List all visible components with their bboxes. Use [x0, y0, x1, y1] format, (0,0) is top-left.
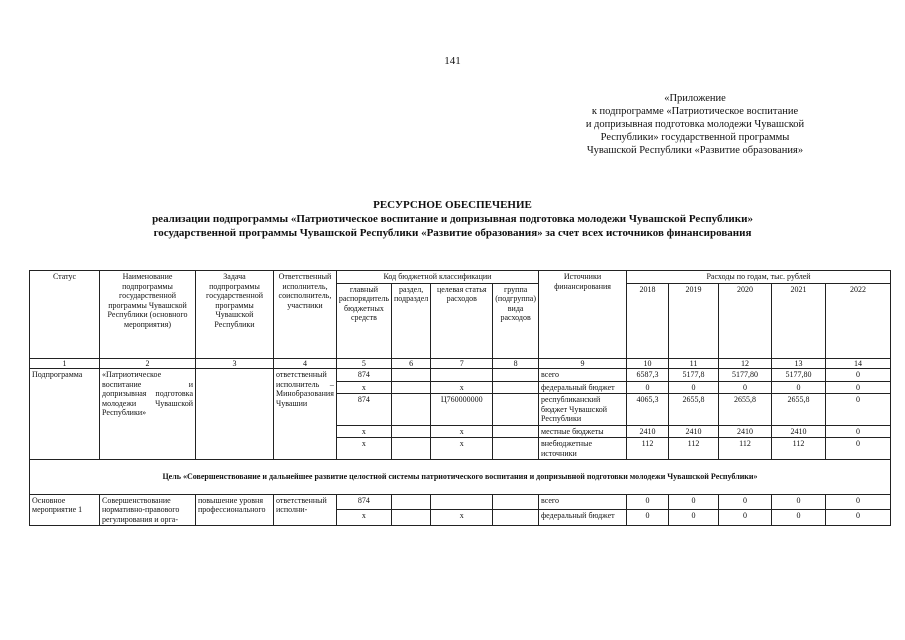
row-responsible: ответственный исполнитель – Минобразования Чувашии — [274, 369, 337, 460]
cell-value: 2410 — [719, 425, 772, 438]
page-number: 141 — [444, 55, 461, 67]
cell-grbs: 874 — [336, 494, 391, 510]
column-number: 13 — [772, 358, 826, 369]
resource-table — [29, 270, 891, 526]
cell-value: 0 — [826, 394, 891, 426]
header-year: 2018 — [627, 283, 669, 358]
cell-source: местные бюджеты — [539, 425, 627, 438]
cell-source: всего — [539, 369, 627, 382]
cell-value: 0 — [826, 494, 891, 510]
column-number: 9 — [539, 358, 627, 369]
cell-value: 0 — [719, 510, 772, 526]
cell-value: 2655,8 — [669, 394, 719, 426]
appendix-line: и допризывная подготовка молодежи Чувашской — [585, 119, 805, 130]
cell-value: 5177,80 — [719, 369, 772, 382]
cell-section — [391, 494, 430, 510]
cell-grbs: x — [336, 381, 391, 394]
row-task — [196, 369, 274, 460]
header-budget-code: Код бюджетной классификации — [336, 271, 538, 284]
cell-section — [391, 425, 430, 438]
column-number: 10 — [627, 358, 669, 369]
table-row — [30, 369, 891, 382]
cell-source: федеральный бюджет — [539, 381, 627, 394]
cell-value: 2655,8 — [772, 394, 826, 426]
header-group: группа (подгруппа) вида расходов — [493, 283, 539, 358]
header-year: 2019 — [669, 283, 719, 358]
row-name: Совершенствование нормативно-правового регулирования и орга- — [100, 494, 196, 526]
title-line: РЕСУРСНОЕ ОБЕСПЕЧЕНИЕ — [373, 199, 532, 211]
header-status: Статус — [30, 271, 100, 359]
appendix-line: Чувашской Республики «Развитие образования» — [586, 145, 804, 156]
header-section: раздел, подраздел — [391, 283, 430, 358]
cell-value: 0 — [669, 381, 719, 394]
cell-value: 112 — [719, 438, 772, 460]
cell-grbs: x — [336, 438, 391, 460]
cell-source: федеральный бюджет — [539, 510, 627, 526]
document-title — [0, 198, 905, 240]
header-row — [30, 271, 891, 284]
column-numbers-row — [30, 358, 891, 369]
cell-value: 6587,3 — [627, 369, 669, 382]
appendix-line: Республики» государственной программы — [600, 132, 790, 143]
cell-group — [493, 394, 539, 426]
cell-section — [391, 438, 430, 460]
row-responsible: ответственный исполни- — [274, 494, 337, 526]
cell-value: 0 — [826, 381, 891, 394]
column-number: 14 — [826, 358, 891, 369]
column-number: 3 — [196, 358, 274, 369]
cell-target — [431, 494, 493, 510]
header-name: Наименование подпрограммы государственной программы Чувашской Республики (основного мероприятия) — [100, 271, 196, 359]
column-number: 12 — [719, 358, 772, 369]
cell-value: 112 — [772, 438, 826, 460]
header-target-item: целевая статья расходов — [431, 283, 493, 358]
cell-group — [493, 369, 539, 382]
title-line: государственной программы Чувашской Республики «Развитие образования» за счет всех источников финансирования — [153, 227, 752, 239]
row-task: повышение уровня профессионального — [196, 494, 274, 526]
cell-value: 0 — [669, 494, 719, 510]
header-year: 2020 — [719, 283, 772, 358]
appendix-line: «Приложение — [664, 93, 726, 104]
row-status: Основное мероприятие 1 — [30, 494, 100, 526]
column-number: 2 — [100, 358, 196, 369]
column-number: 8 — [493, 358, 539, 369]
header-grbs: главный распорядитель бюджетных средств — [336, 283, 391, 358]
column-number: 4 — [274, 358, 337, 369]
table-row — [30, 494, 891, 510]
cell-source: республиканский бюджет Чувашской Республики — [539, 394, 627, 426]
cell-value: 0 — [669, 510, 719, 526]
header-year: 2022 — [826, 283, 891, 358]
column-number: 7 — [431, 358, 493, 369]
column-number: 11 — [669, 358, 719, 369]
cell-group — [493, 381, 539, 394]
cell-value: 0 — [826, 369, 891, 382]
cell-grbs: x — [336, 510, 391, 526]
title-line: реализации подпрограммы «Патриотическое воспитание и допризывная подготовка молодежи Чувашской Республики» — [152, 213, 753, 225]
cell-value: 0 — [826, 438, 891, 460]
cell-target — [431, 369, 493, 382]
cell-value: 112 — [669, 438, 719, 460]
cell-value: 0 — [772, 494, 826, 510]
cell-target: x — [431, 425, 493, 438]
cell-value: 0 — [772, 381, 826, 394]
cell-value: 0 — [627, 494, 669, 510]
cell-target: Ц760000000 — [431, 394, 493, 426]
cell-value: 2410 — [627, 425, 669, 438]
cell-target: x — [431, 438, 493, 460]
cell-value: 2655,8 — [719, 394, 772, 426]
cell-group — [493, 425, 539, 438]
cell-group — [493, 438, 539, 460]
cell-target: x — [431, 510, 493, 526]
header-expenses: Расходы по годам, тыс. рублей — [627, 271, 891, 284]
header-task: Задача подпрограммы государственной программы Чувашской Республики — [196, 271, 274, 359]
header-year: 2021 — [772, 283, 826, 358]
cell-value: 0 — [826, 510, 891, 526]
cell-value: 0 — [719, 494, 772, 510]
cell-value: 112 — [627, 438, 669, 460]
appendix-note — [555, 92, 835, 157]
cell-value: 5177,8 — [669, 369, 719, 382]
cell-section — [391, 510, 430, 526]
cell-grbs: 874 — [336, 394, 391, 426]
column-number: 1 — [30, 358, 100, 369]
cell-value: 0 — [826, 425, 891, 438]
cell-section — [391, 394, 430, 426]
cell-group — [493, 510, 539, 526]
appendix-line: к подпрограмме «Патриотическое воспитание — [591, 106, 799, 117]
header-responsible: Ответственный исполнитель, соисполнитель, участники — [274, 271, 337, 359]
row-status: Подпрограмма — [30, 369, 100, 460]
cell-value: 2410 — [772, 425, 826, 438]
cell-value: 0 — [772, 510, 826, 526]
cell-target: x — [431, 381, 493, 394]
cell-value: 5177,80 — [772, 369, 826, 382]
cell-source: внебюджетные источники — [539, 438, 627, 460]
goal-row — [30, 460, 891, 495]
cell-value: 0 — [627, 381, 669, 394]
cell-grbs: x — [336, 425, 391, 438]
cell-value: 0 — [719, 381, 772, 394]
cell-value: 4065,3 — [627, 394, 669, 426]
cell-source: всего — [539, 494, 627, 510]
goal-text: Цель «Совершенствование и дальнейшее развитие целостной системы патриотического воспитания и допризывной подготовки молодежи Чувашской Республики» — [30, 460, 891, 495]
cell-section — [391, 369, 430, 382]
cell-section — [391, 381, 430, 394]
header-sources: Источники финансирования — [539, 271, 627, 359]
cell-group — [493, 494, 539, 510]
cell-grbs: 874 — [336, 369, 391, 382]
column-number: 6 — [391, 358, 430, 369]
cell-value: 2410 — [669, 425, 719, 438]
column-number: 5 — [336, 358, 391, 369]
row-name: «Патриотическое воспитание и допризывная подготовка молодежи Чувашской Республики» — [100, 369, 196, 460]
cell-value: 0 — [627, 510, 669, 526]
